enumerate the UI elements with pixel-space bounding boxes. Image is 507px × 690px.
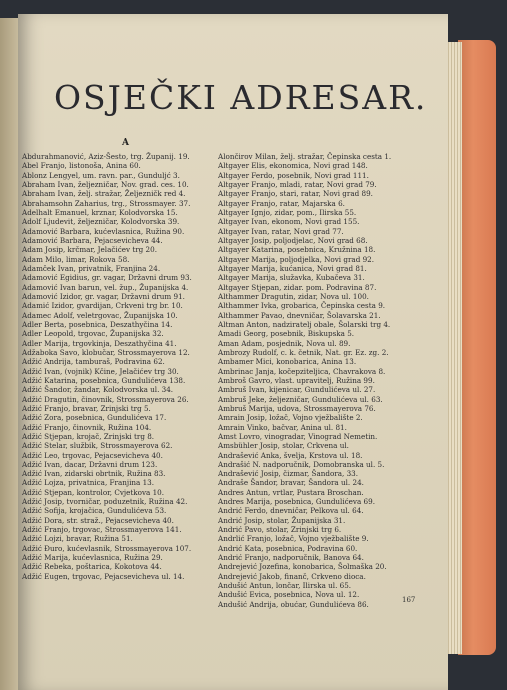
directory-entry: Andres Marija, posebnica, Gundulićeva 69. [218,497,375,507]
directory-entry: Adžić Leo, trgovac, Pejacsevicheva 40. [22,450,163,460]
directory-entry: Ablonz Lengyel, um. ravn. par., Gunduljć 3. [22,170,180,180]
directory-entry: Ambamer Mici, konobarica, Anina 13. [218,357,357,367]
directory-entry: Amsbühler Josip, stolar, Crkvena ul. [218,441,349,451]
directory-entry: Ambruš Ivan, kijenicar, Gundulićeva ul. 27. [218,385,376,395]
left-column [18,152,223,581]
directory-entry: Aman Adam, posjednik, Nova ul. 89. [218,338,351,348]
directory-entry: Altgayer Josip, poljodjelac, Novi grad 68. [218,235,368,245]
directory-entry: Altgayer Elis, ekonomica, Novi grad 148. [218,161,368,171]
directory-entry: Amrain Vinko, bačvar, Anina ul. 81. [218,422,347,432]
directory-entry: Altgayer Franjo, ratar, Majarska 6. [218,198,345,208]
directory-entry: Adžić Dora, str. straž., Pejacsevicheva 40. [22,515,174,525]
directory-entry: Adžić Sofija, krojačica, Gundulićeva 53. [22,506,167,516]
directory-entry: Adžić Katarina, posebnica, Gundulićeva 138. [22,375,186,385]
directory-entry: Adžić Rebeka, poštarica, Kokotova 44. [22,562,162,572]
directory-entry: Adžić Đuro, kućevlasnik, Strossmayerova 107. [22,543,192,553]
directory-entry: Adamec Adolf, veletrgovac, Županijska 10. [22,310,178,320]
directory-entry: Altgayer Marija, kućanica, Novi grad 81. [218,263,367,273]
directory-entry: Ambroš Gavro, vlast. upravitelj, Ružina 99. [218,375,375,385]
directory-entry: Adžić Zora, posebnica, Gundulićeva 17. [22,413,167,423]
directory-entry: Adelhalt Emanuel, krznar, Kolodvorska 15. [22,207,178,217]
directory-entry: Andušić Antun, lončar, Ilirska ul. 65. [218,581,352,591]
directory-entry: Andraše Šandor, bravar, Šandora ul. 24. [218,478,364,488]
directory-entry: Adamović Barbara, Pejacsevicheva 44. [22,235,163,245]
directory-entry: Altgayer Marija, poljodjelka, Novi grad 92. [218,254,375,264]
directory-entry: Amst Lovro, vinogradar, Vinograd Nemetin. [218,431,378,441]
directory-entry: Adžić Josip, tvorničar, poduzetnik, Ružina 42. [22,497,188,507]
directory-entry: Amadi Georg, posebnik, Biskupska 5. [218,329,355,339]
directory-entry: Adžaboka Savo, klobučar, Strossmayerova 12. [22,347,190,357]
directory-entry: Adžić Franjo, bravar, Zrinjski trg 5. [22,403,151,413]
directory-entry: Adam Milo, limar, Rokova 58. [22,254,130,264]
directory-entry: Adamček Ivan, privatnik, Franjina 24. [22,263,161,273]
directory-entry: Althammer Dragutin, zidar, Nova ul. 100. [218,291,369,301]
directory-entry: Althammer Ivka, grobarica, Čepinska cesta 9. [218,301,386,311]
directory-entry: Andrić Franjo, nadporučnik, Banova 64. [218,553,364,563]
directory-entry: Adžić Ivan, (vojnik) Kčine, Jelačićev trg 30. [22,366,179,376]
directory-entry: Amrain Josip, ložač, Vojno vježbalište 2. [218,413,363,423]
directory-entry: Ambruš Marija, udova, Strossmayerova 76. [218,403,376,413]
directory-entry: Altgayer Ivan, ekonom, Novi grad 155. [218,217,360,227]
book-page [18,14,448,690]
directory-entry: Adolf Ljudevit, željezničar, Kolodvorska 39. [22,217,180,227]
directory-entry: Ambruš Jeke, željezničar, Gundulićeva ul. 63. [218,394,383,404]
directory-entry: Adžić Šandor, žandar, Kolodvorska ul. 34. [22,385,174,395]
directory-entry: Adler Leopold, trgovac, Županijska 32. [22,329,164,339]
directory-entry: Adler Berta, posebnica, Deszathyčina 14. [22,319,173,329]
directory-entry: Adžić Marija, kućevlasnica, Ružina 29. [22,553,163,563]
directory-entry: Andrić Ferdo, dnevničar, Pelkova ul. 64. [218,506,364,516]
directory-entry: Adžić Stjepan, kontrolor, Cvjetkova 10. [22,487,165,497]
directory-entry: Adamović Ivan barun, vel. žup., Županijska 4. [22,282,189,292]
directory-entry: Adamić Izidor, gvardijan, Crkveni trg br. 10. [22,301,183,311]
directory-entry: Adam Josip, krčmar, Jelačićev trg 20. [22,245,157,255]
page-title: OSJEČKI ADRESAR. [54,78,428,117]
directory-entry: Adžić Lojzi, bravar, Ružina 51. [22,534,133,544]
directory-entry: Andrić Josip, stolar, Županijska 31. [218,515,346,525]
directory-entry: Andrlić Franjo, ložač, Vojno vježbalište 9. [218,534,369,544]
directory-entry: Adžić Franjo, trgovac, Strossmayerova 141. [22,525,182,535]
directory-entry: Ambrinac Janja, kočepziteljica, Chavrakova 8. [218,366,386,376]
directory-entry: Adžić Lojza, privatnica, Franjina 13. [22,478,155,488]
directory-entry: Abrahamsohn Zaharius, trg., Strossmayer. 37. [22,198,191,208]
directory-entry: Andres Antun, vrtlar, Pustara Broschan. [218,487,364,497]
directory-entry: Andrić Pavo, stolar, Zrinjski trg 6. [218,525,342,535]
directory-entry: Adžić Ivan, zidarski obrtnik, Ružina 83. [22,469,166,479]
directory-entry: Adžić Eugen, trgovac, Pejacsevicheva ul. 14. [22,571,185,581]
directory-entry: Altgayer Franjo, mladi, ratar, Novi grad 79. [218,179,377,189]
directory-entry: Abdurahmanović, Aziz-Šesto, trg. Županij. 19. [22,152,190,161]
directory-entry: Altgayer Ignjo, zidar, pom., Ilirska 55. [218,207,357,217]
directory-entry: Altman Anton, nadziratelj obale, Šolarski trg 4. [218,319,391,329]
directory-entry: Altgayer Katarina, posebnica, Kružnina 18. [218,245,376,255]
directory-entry: Alončirov Milan, želj. stražar, Čepinska cesta 1. [218,152,392,161]
directory-entry: Altgayer Stjepan, zidar. pom. Podravina 87. [218,282,377,292]
directory-entry: Adžić Andrija, tamburaš, Podravina 62. [22,357,165,367]
directory-entry: Adžić Ivan, dacar, Državni drum 123. [22,459,158,469]
directory-entry: Altgayer Marija, služavka, Kubačeva 31. [218,273,365,283]
directory-entry: Adžić Stelar, službik, Strossmayerova 62. [22,441,173,451]
directory-entry: Andrašević Anka, švelja, Krstova ul. 18. [218,450,363,460]
book-cover [458,40,496,655]
directory-entry: Altgayer Franjo, stari, ratar, Novi grad 89. [218,189,373,199]
directory-entry: Althammer Pavao, dnevničar, Šolavarska 21. [218,310,381,320]
directory-entry: Adžić Franjo, činovnik, Ružina 104. [22,422,152,432]
directory-entry: Ambrozy Rudolf, c. k. četnik, Nat. gr. Ez. zg. 2. [218,347,389,357]
directory-entry: Andušić Andrija, obućar, Gundulićeva 86. [218,599,369,609]
directory-entry: Adler Marija, trgovkinja, Deszathyčina 41. [22,338,177,348]
directory-entry: Adamović Egidius, gr. vagar, Državni drum 93. [22,273,192,283]
directory-entry: Andrašić N. nadporučnik, Domobranska ul. 5. [218,459,385,469]
section-letter: A [122,138,129,148]
directory-entry: Adamović Barbara, kućevlasnica, Ružina 90. [22,226,185,236]
page-number: 167 [402,596,416,604]
right-column [218,152,433,609]
directory-entry: Andrić Kata, posebnica, Podravina 60. [218,543,358,553]
directory-entry: Adamović Izidor, gr. vagar, Državni drum 91. [22,291,185,301]
directory-entry: Abraham Ivan, željezničar, Nov. grad. ces. 10. [22,179,189,189]
directory-entry: Andrejević Jakob, finanč, Crkveno dioca. [218,571,366,581]
directory-entry: Andušić Evica, posebnica, Nova ul. 12. [218,590,360,600]
directory-entry: Andrašević Josip, čizmar, Šandora, 33. [218,469,359,479]
directory-entry: Abraham Ivan, želj. stražar, Željezničk red 4. [22,189,186,199]
directory-entry: Abel Franjo, listonoša, Anina 60. [22,161,141,171]
directory-entry: Andrejević Jozefina, konobarica, Šolmaška 20. [218,562,387,572]
directory-entry: Adžić Dragutin, činovnik, Strossmayerova 26. [22,394,189,404]
directory-entry: Adžić Stjepan, krojač, Zrinjski trg 8. [22,431,155,441]
directory-entry: Altgayer Ivan, ratar, Novi grad 77. [218,226,344,236]
directory-entry: Altgayer Ferdo, posebnik, Novi grad 111. [218,170,369,180]
